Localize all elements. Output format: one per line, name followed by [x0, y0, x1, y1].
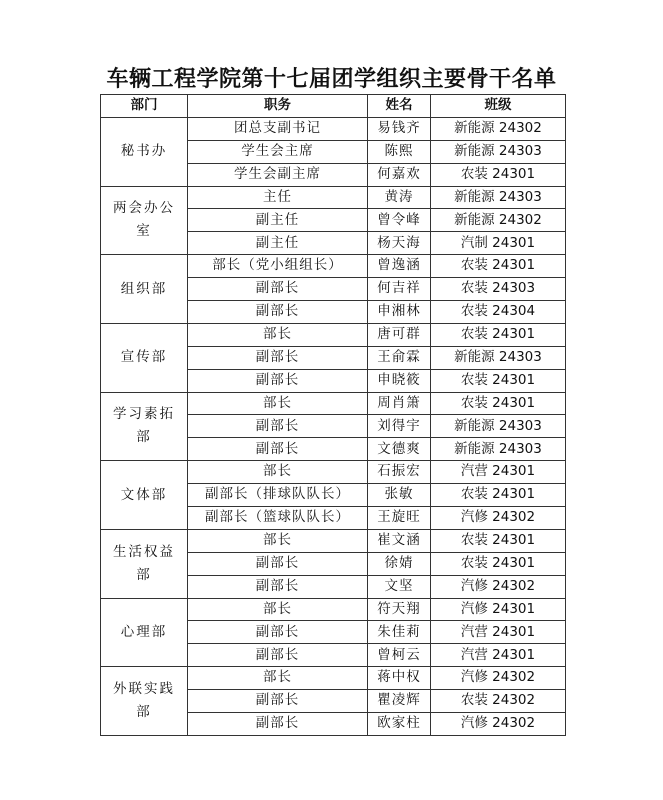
- class-cell: 农装 24301: [431, 323, 566, 346]
- position-cell: 部长（党小组组长）: [188, 255, 368, 278]
- class-cell: 新能源 24303: [431, 346, 566, 369]
- table-row: [101, 667, 566, 690]
- class-cell: 农装 24303: [431, 278, 566, 301]
- name-cell: 曾令峰: [368, 209, 431, 232]
- name-cell: 曾柯云: [368, 644, 431, 667]
- class-cell: 农装 24301: [431, 484, 566, 507]
- class-cell: 新能源 24303: [431, 140, 566, 163]
- position-cell: 副部长: [188, 713, 368, 736]
- class-cell: 新能源 24302: [431, 117, 566, 140]
- position-cell: 部长: [188, 529, 368, 552]
- name-cell: 王俞霖: [368, 346, 431, 369]
- class-cell: 汽营 24301: [431, 461, 566, 484]
- class-cell: 农装 24301: [431, 369, 566, 392]
- dept-cell: 学习素拓部: [101, 392, 188, 461]
- class-cell: 汽营 24301: [431, 621, 566, 644]
- header-dept: 部门: [101, 95, 188, 118]
- name-cell: 杨天海: [368, 232, 431, 255]
- dept-cell: 宣传部: [101, 323, 188, 392]
- name-cell: 唐可群: [368, 323, 431, 346]
- name-cell: 黄涛: [368, 186, 431, 209]
- dept-cell: 外联实践部: [101, 667, 188, 736]
- name-cell: 申晓筱: [368, 369, 431, 392]
- name-cell: 蒋中权: [368, 667, 431, 690]
- name-cell: 王旋旺: [368, 507, 431, 530]
- header-class: 班级: [431, 95, 566, 118]
- name-cell: 瞿凌辉: [368, 690, 431, 713]
- class-cell: 新能源 24303: [431, 186, 566, 209]
- dept-cell: 文体部: [101, 461, 188, 530]
- position-cell: 部长: [188, 461, 368, 484]
- class-cell: 农装 24301: [431, 163, 566, 186]
- name-cell: 石振宏: [368, 461, 431, 484]
- name-cell: 周肖箫: [368, 392, 431, 415]
- dept-cell: 秘书办: [101, 117, 188, 186]
- position-cell: 部长: [188, 667, 368, 690]
- name-cell: 曾逸涵: [368, 255, 431, 278]
- position-cell: 副主任: [188, 209, 368, 232]
- name-cell: 朱佳莉: [368, 621, 431, 644]
- class-cell: 汽修 24301: [431, 598, 566, 621]
- class-cell: 汽修 24302: [431, 507, 566, 530]
- position-cell: 部长: [188, 598, 368, 621]
- class-cell: 农装 24301: [431, 529, 566, 552]
- position-cell: 副部长: [188, 438, 368, 461]
- position-cell: 副部长: [188, 552, 368, 575]
- position-cell: 副部长: [188, 369, 368, 392]
- name-cell: 文坚: [368, 575, 431, 598]
- dept-cell: 心理部: [101, 598, 188, 667]
- name-cell: 易钱齐: [368, 117, 431, 140]
- name-cell: 崔文涵: [368, 529, 431, 552]
- position-cell: 副部长: [188, 346, 368, 369]
- table-row: [101, 117, 566, 140]
- name-cell: 何嘉欢: [368, 163, 431, 186]
- position-cell: 副部长: [188, 644, 368, 667]
- position-cell: 副部长: [188, 621, 368, 644]
- class-cell: 新能源 24302: [431, 209, 566, 232]
- class-cell: 汽营 24301: [431, 644, 566, 667]
- class-cell: 农装 24301: [431, 392, 566, 415]
- position-cell: 学生会副主席: [188, 163, 368, 186]
- class-cell: 汽修 24302: [431, 713, 566, 736]
- header-name: 姓名: [368, 95, 431, 118]
- class-cell: 新能源 24303: [431, 415, 566, 438]
- table-row: [101, 186, 566, 209]
- position-cell: 副部长（排球队队长）: [188, 484, 368, 507]
- table-row: [101, 392, 566, 415]
- name-cell: 何吉祥: [368, 278, 431, 301]
- position-cell: 副部长: [188, 575, 368, 598]
- name-cell: 符天翔: [368, 598, 431, 621]
- dept-cell: 两会办公室: [101, 186, 188, 255]
- class-cell: 汽修 24302: [431, 667, 566, 690]
- class-cell: 农装 24304: [431, 301, 566, 324]
- table-row: [101, 598, 566, 621]
- position-cell: 部长: [188, 392, 368, 415]
- position-cell: 副主任: [188, 232, 368, 255]
- position-cell: 学生会主席: [188, 140, 368, 163]
- class-cell: 汽修 24302: [431, 575, 566, 598]
- table-row: [101, 323, 566, 346]
- name-cell: 文德爽: [368, 438, 431, 461]
- name-cell: 申湘林: [368, 301, 431, 324]
- class-cell: 农装 24301: [431, 255, 566, 278]
- name-cell: 徐婧: [368, 552, 431, 575]
- position-cell: 团总支副书记: [188, 117, 368, 140]
- dept-cell: 生活权益部: [101, 529, 188, 598]
- roster-table: [100, 94, 566, 736]
- table-row: [101, 529, 566, 552]
- roster-body: [101, 117, 566, 735]
- header-row: [101, 95, 566, 118]
- position-cell: 主任: [188, 186, 368, 209]
- dept-cell: 组织部: [101, 255, 188, 324]
- name-cell: 陈熙: [368, 140, 431, 163]
- name-cell: 欧家柱: [368, 713, 431, 736]
- position-cell: 副部长（篮球队队长）: [188, 507, 368, 530]
- position-cell: 副部长: [188, 690, 368, 713]
- class-cell: 新能源 24303: [431, 438, 566, 461]
- header-position: 职务: [188, 95, 368, 118]
- table-row: [101, 461, 566, 484]
- position-cell: 部长: [188, 323, 368, 346]
- class-cell: 农装 24301: [431, 552, 566, 575]
- document-title: 车辆工程学院第十七届团学组织主要骨干名单: [106, 67, 557, 92]
- table-row: [101, 255, 566, 278]
- position-cell: 副部长: [188, 278, 368, 301]
- class-cell: 汽制 24301: [431, 232, 566, 255]
- position-cell: 副部长: [188, 415, 368, 438]
- name-cell: 刘得宇: [368, 415, 431, 438]
- class-cell: 农装 24302: [431, 690, 566, 713]
- name-cell: 张敏: [368, 484, 431, 507]
- position-cell: 副部长: [188, 301, 368, 324]
